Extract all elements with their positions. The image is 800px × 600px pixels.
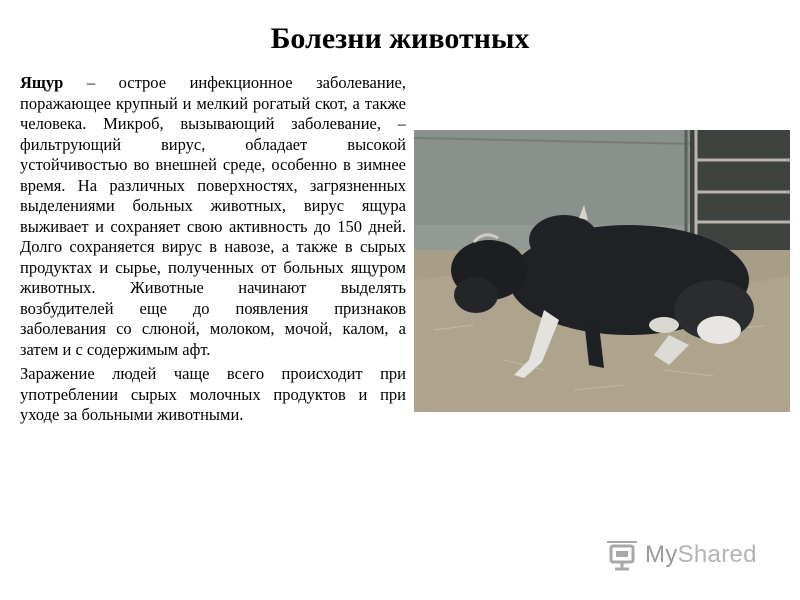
cow-illustration — [414, 130, 790, 412]
sick-cow-photo — [414, 130, 790, 412]
myshared-watermark — [607, 537, 777, 573]
brand-my: My — [645, 541, 678, 568]
paragraph-infection-humans: Заражение людей чаще всего происходит при употреблении сырых молочных продуктов и при уходе за больными животными. — [20, 364, 406, 424]
myshared-wordmark — [645, 541, 757, 569]
myshared-logo-icon — [607, 538, 641, 572]
slide-title: Болезни животных — [270, 22, 530, 55]
paragraph-foot-and-mouth — [20, 73, 406, 360]
body-text — [20, 73, 406, 430]
term-yashchur: Ящур — [20, 73, 64, 92]
paragraph-1-text: – острое инфекционное заболевание, поражающее крупный и мелкий рогатый скот, а также человека. Микроб, вызывающий заболевание, – фильтрующий вирус, обладает высокой устойчивостью во внешней среде, особенно в зимнее время. На различных поверхностях, загрязненных выделениями больных животных, вирус ящура выживает и сохраняет свою активность до 150 дней. Долго сохраняется вирус в навозе, а также в сырых продуктах и сырье, полученных от больных ящуром животных. Животные начинают выделять возбудителей еще до появления признаков заболевания со слюной, молоком, мочой, калом, а затем и с содержимым афт. — [20, 73, 406, 359]
brand-shared: Shared — [677, 541, 757, 568]
